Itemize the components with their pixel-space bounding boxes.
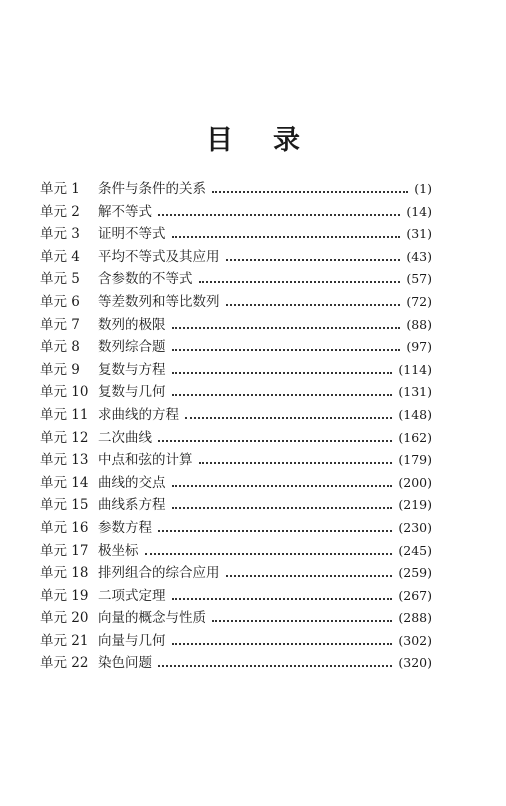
dot-leader [172,236,401,238]
unit-topic: 染色问题 [98,655,152,672]
unit-number: 单元 10 [40,384,89,401]
unit-topic: 参数方程 [98,519,152,536]
unit-topic: 条件与条件的关系 [98,181,206,197]
dot-leader [172,394,393,396]
toc-entry[interactable] [40,403,432,426]
unit-topic: 解不等式 [98,203,152,220]
page-number: (179) [398,452,432,468]
page-number: (288) [398,610,432,626]
page-number: (259) [398,565,432,581]
unit-number: 单元 9 [40,361,80,378]
page-number: (302) [398,632,432,648]
dot-leader [172,643,393,645]
toc-entry[interactable] [40,629,432,652]
dot-leader [199,281,401,283]
page-number: (97) [406,339,432,355]
unit-number: 单元 15 [40,497,89,514]
toc-entry[interactable] [40,358,432,381]
dot-leader [172,507,393,509]
unit-number: 单元 21 [40,632,89,649]
page-number: (245) [398,542,432,558]
toc-entry[interactable] [40,539,432,562]
toc-entry[interactable] [40,493,432,516]
unit-number: 单元 13 [40,452,89,469]
unit-number: 单元 22 [40,655,89,672]
page-number: (200) [398,474,432,490]
dot-leader [158,440,392,442]
page-number: (162) [398,429,432,445]
toc-entry[interactable] [40,380,432,403]
unit-topic: 平均不等式及其应用 [98,248,220,265]
unit-number: 单元 5 [40,271,80,288]
unit-number: 单元 2 [40,203,80,220]
dot-leader [158,214,400,216]
unit-topic: 二次曲线 [98,429,152,446]
page-number: (57) [406,271,432,287]
toc-entry[interactable] [40,222,432,245]
page-title-char-2: 录 [273,125,300,156]
unit-topic: 求曲线的方程 [98,406,179,423]
unit-topic: 等差数列和等比数列 [98,293,220,310]
dot-leader [172,485,393,487]
dot-leader [226,575,393,577]
toc-entry[interactable] [40,313,432,336]
page-number: (114) [398,361,432,377]
page-number: (219) [398,497,432,513]
toc-entry[interactable] [40,335,432,358]
page-number: (230) [398,519,432,535]
page-number: (14) [406,203,432,219]
dot-leader [172,327,401,329]
unit-number: 单元 3 [40,226,80,243]
unit-number: 单元 17 [40,542,89,559]
toc-entry[interactable] [40,290,432,313]
unit-topic: 复数与方程 [98,361,166,378]
page-number: (320) [398,655,432,671]
dot-leader [158,665,392,667]
unit-topic: 极坐标 [98,542,139,559]
toc-entry[interactable] [40,651,432,674]
unit-topic: 证明不等式 [98,226,166,243]
dot-leader [226,259,401,261]
toc-entry[interactable] [40,245,432,268]
page-number: (31) [406,226,432,242]
unit-number: 单元 14 [40,474,89,491]
page-number: (131) [398,384,432,400]
unit-topic: 曲线的交点 [98,474,166,491]
toc-entry[interactable] [40,584,432,607]
page-number: (148) [398,406,432,422]
toc-entry[interactable] [40,561,432,584]
dot-leader [199,462,393,464]
toc-entry[interactable] [40,516,432,539]
unit-number: 单元 6 [40,293,80,310]
unit-number: 单元 16 [40,519,89,536]
page-number: (1) [414,181,432,196]
unit-number: 单元 19 [40,587,89,604]
unit-topic: 向量与几何 [98,632,166,649]
page-number: (267) [398,587,432,603]
unit-topic: 曲线系方程 [98,497,166,514]
unit-topic: 向量的概念与性质 [98,610,206,627]
unit-topic: 二项式定理 [98,587,166,604]
unit-topic: 数列的极限 [98,316,166,333]
toc-entry[interactable] [40,448,432,471]
toc-entry[interactable] [40,426,432,449]
unit-number: 单元 12 [40,429,89,446]
dot-leader [172,349,401,351]
unit-topic: 数列综合题 [98,339,166,356]
table-of-contents [40,177,432,674]
dot-leader [158,530,392,532]
toc-entry[interactable] [40,267,432,290]
toc-entry[interactable] [40,471,432,494]
toc-entry[interactable] [40,177,432,200]
unit-number: 单元 20 [40,610,89,627]
page-number: (72) [406,293,432,309]
page-number: (43) [406,248,432,264]
unit-topic: 含参数的不等式 [98,271,193,288]
dot-leader [172,372,393,374]
unit-topic: 复数与几何 [98,384,166,401]
dot-leader [172,598,393,600]
unit-number: 单元 4 [40,248,80,265]
unit-number: 单元 8 [40,339,80,356]
unit-number: 单元 1 [40,181,80,197]
unit-number: 单元 18 [40,565,89,582]
page-title [0,118,506,157]
unit-number: 单元 11 [40,406,89,423]
dot-leader [185,417,392,419]
dot-leader [145,553,393,555]
dot-leader [212,620,392,622]
toc-entry[interactable] [40,200,432,223]
page-number: (88) [406,316,432,332]
unit-topic: 排列组合的综合应用 [98,565,220,582]
unit-topic: 中点和弦的计算 [98,452,193,469]
unit-number: 单元 7 [40,316,80,333]
toc-entry[interactable] [40,606,432,629]
dot-leader [226,304,401,306]
page-title-char-1: 目 [206,125,233,156]
dot-leader [212,191,408,193]
